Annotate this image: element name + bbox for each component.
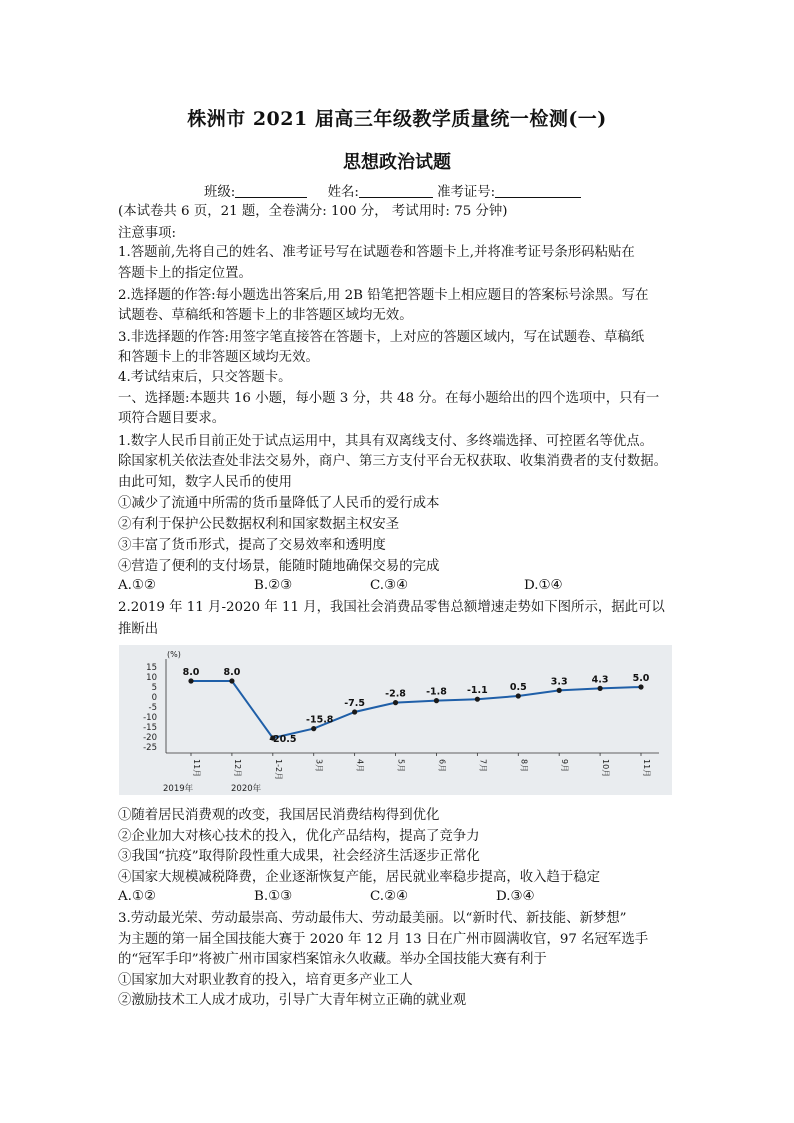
text-line-15: ①减少了流通中所需的货币量降低了人民币的爱行成本 xyxy=(118,496,440,511)
text-line-13: 除国家机关依法查处非法交易外，商户、第三方支付平台无权获取、收集消费者的支付数据。 xyxy=(118,454,668,469)
q3-line-3: 的“冠军手印”将被广州市国家档案馆永久收藏。举办全国技能大赛有利于 xyxy=(118,952,547,968)
q2-option-b: B.①③ xyxy=(254,889,293,904)
y-tick-label: -10 xyxy=(143,713,157,723)
page-subtitle: 思想政治试题 xyxy=(343,152,451,173)
text-line-11: 项符合题目要求。 xyxy=(118,411,226,426)
data-point xyxy=(475,697,480,702)
retail-growth-chart xyxy=(119,645,672,795)
x-tick-label: 8月 xyxy=(519,759,529,773)
data-label: -1.8 xyxy=(426,686,447,698)
x-tick-label: 10月 xyxy=(601,759,611,778)
text-line-7: 3.非选择题的作答:用签字笔直接答在答题卡，上对应的答题区域内，写在试题卷、草稿纸 xyxy=(118,330,645,345)
text-line-2: 注意事项: xyxy=(118,226,177,241)
x-tick-label: 12月 xyxy=(232,759,242,778)
x-tick-label: 4月 xyxy=(355,759,365,773)
text-line-1: (本试卷共 6 页，21 题，全卷满分: 100 分， 考试用时: 75 分钟) xyxy=(118,204,508,219)
data-point xyxy=(516,693,521,698)
y-tick-label: 10 xyxy=(146,673,157,683)
y-tick-label: 0 xyxy=(151,693,157,703)
q2-choice-line-4: ④国家大规模减税降费，企业逐渐恢复产能，居民就业率稳步提高，收入趋于稳定 xyxy=(118,869,601,885)
q3-line-4: ①国家加大对职业教育的投入，培育更多产业工人 xyxy=(118,972,413,988)
y-tick-label: -20 xyxy=(143,733,157,743)
chart-unit-label: (%) xyxy=(167,650,181,659)
year-label-2019: 2019年 xyxy=(163,784,194,794)
q1-option-d: D.①④ xyxy=(524,578,563,593)
text-line-17: ③丰富了货币形式，提高了交易效率和透明度 xyxy=(118,538,386,553)
x-tick-label: 3月 xyxy=(314,759,324,773)
data-point xyxy=(434,698,439,703)
class-blank xyxy=(235,183,307,198)
x-tick-label: 11月 xyxy=(642,759,651,778)
data-label: -20.5 xyxy=(269,734,297,745)
x-tick-label: 5月 xyxy=(396,759,406,773)
data-label: 3.3 xyxy=(550,676,568,688)
data-point xyxy=(557,688,562,693)
data-label: -7.5 xyxy=(344,698,366,709)
name-blank xyxy=(359,183,433,198)
data-point xyxy=(393,700,398,705)
data-label: -2.8 xyxy=(385,688,406,700)
q1-option-b: B.②③ xyxy=(254,578,293,593)
q2-option-d: D.③④ xyxy=(496,889,535,904)
text-line-3: 1.答题前,先将自己的姓名、准考证号写在试题卷和答题卡上,并将准考证号条形码粘贴在 xyxy=(118,245,635,260)
y-tick-label: -25 xyxy=(143,743,157,753)
text-line-9: 4.考试结束后，只交答题卡。 xyxy=(118,370,292,385)
text-line-18: ④营造了便利的支付场景，能随时随地确保交易的完成 xyxy=(118,559,440,574)
data-point xyxy=(352,709,357,714)
data-label: 8.0 xyxy=(223,667,241,678)
exam-no-blank xyxy=(495,183,581,198)
exam-no-label: 准考证号: xyxy=(437,185,496,200)
x-tick-label: 1-2月 xyxy=(273,759,283,781)
text-line-10: 一、选择题:本题共 16 小题，每小题 3 分，共 48 分。在每小题给出的四个选项中，只有一 xyxy=(118,391,660,406)
text-line-4: 答题卡上的指定位置。 xyxy=(118,266,252,281)
q2-choice-line-2: ②企业加大对核心技术的投入，优化产品结构，提高了竞争力 xyxy=(118,828,480,844)
page-title: 株洲市 2021 届高三年级教学质量统一检测(一) xyxy=(187,108,607,130)
year-label-2020: 2020年 xyxy=(231,784,262,794)
x-tick-label: 11月 xyxy=(192,759,201,778)
y-tick-label: 15 xyxy=(146,663,157,673)
data-label: 8.0 xyxy=(182,667,200,678)
x-tick-label: 6月 xyxy=(437,759,447,773)
q2-choice-line-3: ③我国“抗疫”取得阶段性重大成果，社会经济生活逐步正常化 xyxy=(118,849,480,865)
data-point xyxy=(597,686,602,691)
text-line-16: ②有利于保护公民数据权利和国家数据主权安圣 xyxy=(118,517,400,532)
x-tick-label: 9月 xyxy=(560,759,570,773)
q3-line-1: 3.劳动最光荣、劳动最崇高、劳动最伟大、劳动最美丽。以“新时代、新技能、新梦想” xyxy=(118,911,627,926)
data-label: 5.0 xyxy=(632,673,650,684)
class-label: 班级: xyxy=(204,185,236,200)
q3-line-2: 为主题的第一届全国技能大赛于 2020 年 12 月 13 日在广州市圆满收官，97 名冠军选手 xyxy=(118,931,649,947)
name-label: 姓名: xyxy=(327,185,359,200)
data-label: -1.1 xyxy=(466,685,488,697)
text-line-12: 1.数字人民币目前正处于试点运用中，其具有双离线支付、多终端选择、可控匿名等优点。 xyxy=(118,434,654,449)
q2-option-c: C.②④ xyxy=(370,889,409,904)
q2-stem-line-2: 推断出 xyxy=(118,622,159,637)
x-tick-label: 7月 xyxy=(478,759,488,773)
q1-option-c: C.③④ xyxy=(370,578,409,593)
q2-choice-line-1: ①随着居民消费观的改变，我国居民消费结构得到优化 xyxy=(118,808,440,823)
data-point xyxy=(638,684,643,689)
text-line-8: 和答题卡上的非答题区域均无效。 xyxy=(118,350,319,365)
data-point xyxy=(229,678,234,683)
data-label: 4.3 xyxy=(591,674,609,686)
q3-line-5: ②激励技术工人成才成功，引导广大青年树立正确的就业观 xyxy=(118,993,467,1009)
data-label: -15.8 xyxy=(306,714,334,726)
data-point xyxy=(188,678,193,683)
data-point xyxy=(311,726,316,731)
y-tick-label: 5 xyxy=(151,683,157,693)
data-label: 0.5 xyxy=(509,682,527,693)
student-info-row xyxy=(204,181,581,200)
q2-option-a: A.①② xyxy=(118,889,156,904)
y-tick-label: -15 xyxy=(143,723,157,733)
q1-option-a: A.①② xyxy=(118,578,156,593)
text-line-14: 由此可知，数字人民币的使用 xyxy=(118,475,293,490)
q2-stem-line-1: 2.2019 年 11 月-2020 年 11 月，我国社会消费品零售总额增速走势如下图所示，据此可以 xyxy=(118,600,665,615)
text-line-5: 2.选择题的作答:每小题选出答案后,用 2B 铅笔把答题卡上相应题目的答案标号涂黑。写在 xyxy=(118,288,649,303)
y-tick-label: -5 xyxy=(148,703,157,713)
text-line-6: 试题卷、草稿纸和答题卡上的非答题区域均无效。 xyxy=(118,308,413,323)
